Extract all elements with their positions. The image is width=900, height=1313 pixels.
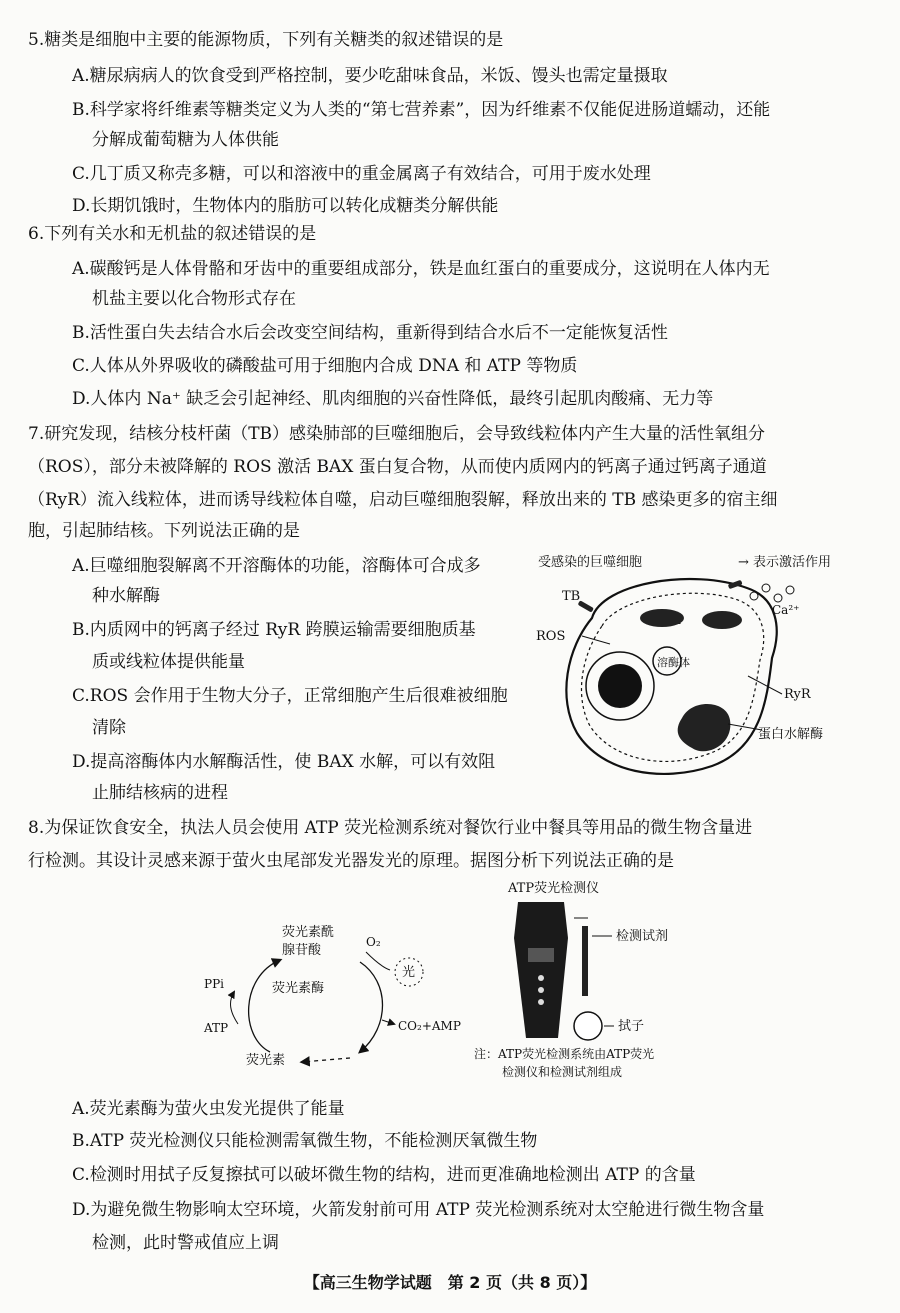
co2-arrow [382,1020,394,1024]
q6-option-b: B.活性蛋白失去结合水后会改变空间结构，重新得到结合水后不一定能恢复活性 [72,323,668,343]
detector-body [514,902,568,1038]
q7-option-b-cont: 质或线粒体提供能量 [92,652,245,672]
detector-button [538,975,544,981]
label-lysosome: 溶酶体 [657,656,690,669]
q7-option-a-cont: 种水解酶 [92,586,160,606]
label-oxyluciferin-line1: 荧光素酰 [282,925,335,940]
q5-option-d: D.长期饥饿时，生物体内的脂肪可以转化成糖类分解供能 [72,196,499,216]
label-ryr: RyR [784,687,811,702]
label-activation-legend: → 表示激活作用 [738,555,832,570]
tb-rod [578,600,594,612]
protease-cluster [678,704,731,751]
detector-button [538,999,544,1005]
label-luciferin: 荧光素 [246,1053,286,1068]
label-oxyluciferin-line2: 腺苷酸 [282,943,322,958]
label-protease: 蛋白水解酶 [758,727,824,742]
q6-stem: 6.下列有关水和无机盐的叙述错误的是 [28,224,317,244]
ca-ion [774,594,782,602]
detector-button [538,987,544,993]
q8-option-b: B.ATP 荧光检测仪只能检测需氧微生物，不能检测厌氧微生物 [72,1131,538,1151]
mitochondrion-left [640,609,684,627]
detector-screen [528,948,554,962]
q7-stem-line2: （ROS），部分未被降解的 ROS 激活 BAX 蛋白复合物，从而使内质网内的钙离子通过钙离子通道 [28,457,767,477]
ca-ion [786,586,794,594]
q8-option-c: C.检测时用拭子反复擦拭可以破坏微生物的结构，进而更准确地检测出 ATP 的含量 [72,1165,696,1185]
label-infected-macrophage: 受感染的巨噬细胞 [538,555,643,570]
note-line2: 检测仪和检测试剂组成 [502,1065,623,1079]
q8-option-d: D.为避免微生物影响太空环境，火箭发射前可用 ATP 荧光检测系统对太空舱进行微生物含量 [72,1200,765,1220]
label-light: 光 [402,965,416,980]
cycle-arc-right [360,962,383,1052]
note-line1: 注：ATP荧光检测系统由ATP荧光 [474,1047,655,1061]
q8-stem-line1: 8.为保证饮食安全，执法人员会使用 ATP 荧光检测系统对餐饮行业中餐具等用品的微生物含量进 [28,818,753,838]
o2-arrow [366,952,390,970]
q5-option-b-cont: 分解成葡萄糖为人体供能 [92,130,279,150]
nucleus-dark [598,664,642,708]
cell-membrane [566,579,776,774]
q7-option-c-cont: 清除 [92,718,126,738]
q7-option-b: B.内质网中的钙离子经过 RyR 跨膜运输需要细胞质基 [72,620,476,640]
tb-rod [728,580,743,589]
ca-ion [762,584,770,592]
q5-option-b: B.科学家将纤维素等糖类定义为人类的“第七营养素”，因为纤维素不仅能促进肠道蠕动，还能 [72,100,771,120]
macrophage-diagram [532,548,877,798]
luciferin-cycle-diagram [190,912,480,1082]
label-swab: 拭子 [618,1019,645,1034]
reagent-tube [582,926,588,996]
q7-option-c: C.ROS 会作用于生物大分子，正常细胞产生后很难被细胞 [72,686,508,706]
q7-option-a: A.巨噬细胞裂解离不开溶酶体的功能，溶酶体可合成多 [72,556,481,576]
q8-option-d-cont: 检测，此时警戒值应上调 [92,1233,279,1253]
q7-stem-line3: （RyR）流入线粒体，进而诱导线粒体自噬，启动巨噬细胞裂解，释放出来的 TB 感染更多的宿主细 [28,490,778,510]
label-ros: ROS [536,629,566,644]
label-atp-detector: ATP荧光检测仪 [508,881,600,896]
q6-option-a: A.碳酸钙是人体骨骼和牙齿中的重要组成部分，铁是血红蛋白的重要成分，这说明在人体内无 [72,259,770,279]
q6-option-d: D.人体内 Na⁺ 缺乏会引起神经、肌肉细胞的兴奋性降低，最终引起肌肉酸痛、无力等 [72,389,714,409]
mitochondrion-right [702,611,742,629]
ryr-leader-line [748,676,782,694]
q7-stem-line4: 胞，引起肺结核。下列说法正确的是 [28,521,300,541]
q8-option-a: A.荧光素酶为萤火虫发光提供了能量 [72,1099,345,1119]
label-luciferase: 荧光素酶 [272,981,325,996]
q6-option-a-cont: 机盐主要以化合物形式存在 [92,289,296,309]
atp-to-ppi-arrow [231,992,238,1024]
label-reagent: 检测试剂 [616,929,669,944]
q7-stem-line1: 7.研究发现，结核分枝杆菌（TB）感染肺部的巨噬细胞后，会导致线粒体内产生大量的活性氧组分 [28,424,766,444]
label-o2: O₂ [366,935,381,949]
label-ca2: Ca²⁺ [772,603,800,617]
q5-option-c: C.几丁质又称壳多糖，可以和溶液中的重金属离子有效结合，可用于废水处理 [72,164,651,184]
q8-stem-line2: 行检测。其设计灵感来源于萤火虫尾部发光器发光的原理。据图分析下列说法正确的是 [28,851,674,871]
label-ppi: PPi [204,977,224,991]
label-tb: TB [562,589,581,604]
swab-circle [574,1012,602,1040]
q6-option-c: C.人体从外界吸收的磷酸盐可用于细胞内合成 DNA 和 ATP 等物质 [72,356,578,376]
q7-option-d: D.提高溶酶体内水解酶活性，使 BAX 水解，可以有效阻 [72,752,496,772]
atp-detector-diagram [468,878,728,1088]
q5-option-a: A.糖尿病病人的饮食受到严格控制，要少吃甜味食品，米饭、馒头也需定量摄取 [72,66,668,86]
q5-stem: 5.糖类是细胞中主要的能源物质，下列有关糖类的叙述错误的是 [28,30,504,50]
q7-option-d-cont: 止肺结核病的进程 [92,783,228,803]
cycle-arc-bottom [302,1058,350,1062]
label-co2-amp: CO₂+AMP [398,1019,461,1033]
cycle-arc-left [249,960,280,1052]
ros-leader-line [582,636,610,644]
page-footer: 【高三生物学试题 第 2 页（共 8 页）】 [303,1273,597,1292]
ca-ion [750,592,758,600]
label-atp: ATP [204,1021,229,1035]
